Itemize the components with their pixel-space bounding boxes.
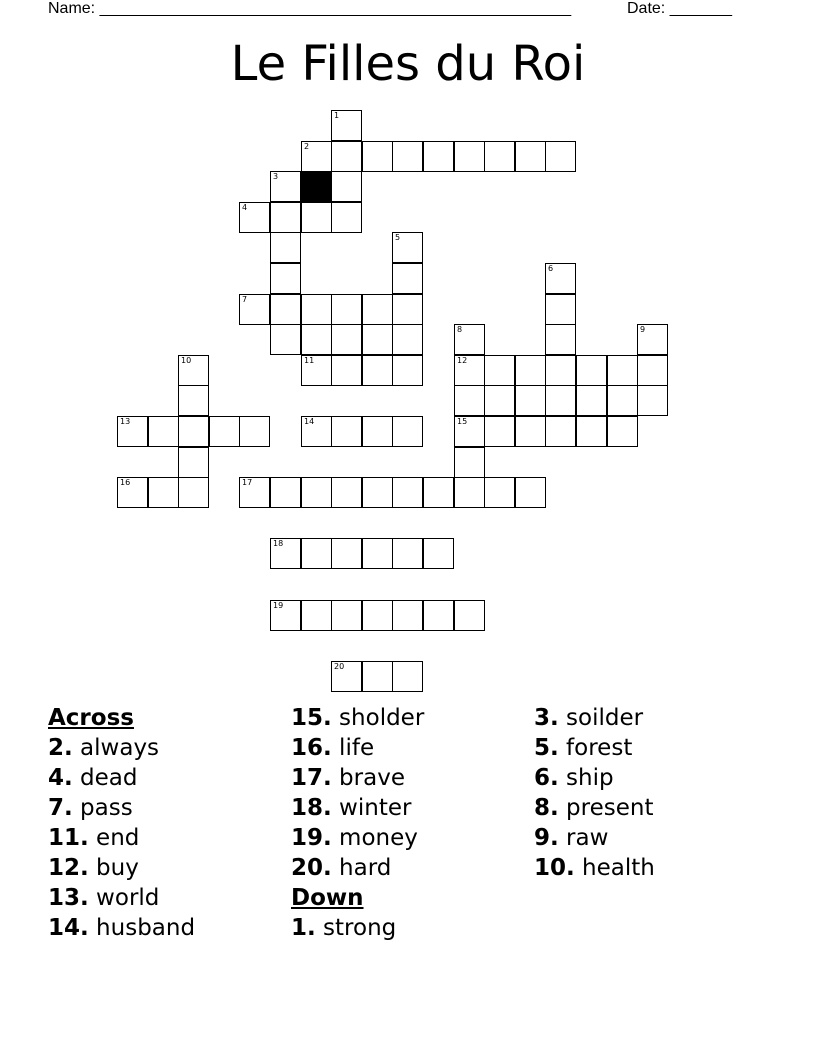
grid-cell[interactable] [454, 447, 485, 478]
clue-number: 16 [120, 478, 131, 487]
clue-number: 18 [273, 539, 284, 548]
grid-cell[interactable] [454, 324, 485, 355]
clue-text: money [331, 825, 418, 851]
clue-number-label: 13. [48, 885, 89, 911]
grid-cell[interactable] [454, 385, 485, 416]
clue-number-label: 6. [534, 765, 559, 791]
grid-cell[interactable] [362, 141, 393, 172]
date-field-label: Date: _______ [627, 0, 732, 17]
grid-cell[interactable] [423, 477, 454, 508]
clue-number-label: 7. [48, 795, 73, 821]
clue-text: dead [72, 765, 138, 791]
grid-cell[interactable] [637, 324, 668, 355]
clue-number-label: 12. [48, 855, 89, 881]
clue-number: 1 [334, 111, 340, 120]
clue-text: ship [558, 765, 614, 791]
clue-number: 20 [334, 662, 345, 671]
grid-cell[interactable] [331, 477, 362, 508]
grid-cell[interactable] [545, 416, 576, 447]
grid-cell[interactable] [423, 141, 454, 172]
grid-cell[interactable] [301, 202, 332, 233]
clue-item [534, 853, 774, 883]
grid-cell[interactable] [545, 355, 576, 386]
clue-item [534, 823, 774, 853]
clue-number-label: 2. [48, 735, 73, 761]
grid-cell[interactable] [392, 416, 423, 447]
grid-cell[interactable] [331, 538, 362, 569]
grid-cell[interactable] [239, 416, 270, 447]
grid-cell[interactable] [515, 416, 546, 447]
clue-number: 19 [273, 601, 284, 610]
clue-item [48, 763, 288, 793]
clue-item [48, 733, 288, 763]
grid-cell[interactable] [576, 416, 607, 447]
clue-number: 4 [242, 203, 248, 212]
clue-number: 2 [304, 142, 310, 151]
clue-text: forest [558, 735, 633, 761]
clue-number-label: 5. [534, 735, 559, 761]
clue-text: world [88, 885, 160, 911]
grid-cell[interactable] [301, 600, 332, 631]
puzzle-title: Le Filles du Roi [230, 36, 586, 92]
grid-cell[interactable] [362, 661, 393, 692]
grid-cell[interactable] [607, 355, 638, 386]
clue-text: end [88, 825, 140, 851]
grid-cell[interactable] [362, 294, 393, 325]
clue-number: 8 [457, 325, 463, 334]
grid-cell[interactable] [331, 600, 362, 631]
clue-number-label: 10. [534, 855, 575, 881]
clue-number: 11 [304, 356, 315, 365]
grid-cell[interactable] [637, 355, 668, 386]
clue-text: health [574, 855, 655, 881]
grid-cell[interactable] [178, 477, 209, 508]
grid-cell[interactable] [392, 141, 423, 172]
grid-cell[interactable] [545, 141, 576, 172]
grid-cell[interactable] [331, 110, 362, 141]
grid-cell[interactable] [484, 355, 515, 386]
grid-cell[interactable] [392, 538, 423, 569]
grid-cell[interactable] [607, 416, 638, 447]
grid-cell[interactable] [362, 324, 393, 355]
grid-cell[interactable] [637, 385, 668, 416]
clue-number-label: 14. [48, 915, 89, 941]
grid-cell[interactable] [270, 294, 301, 325]
clue-text: hard [331, 855, 392, 881]
grid-cell[interactable] [331, 324, 362, 355]
grid-cell[interactable] [392, 355, 423, 386]
grid-cell[interactable] [331, 294, 362, 325]
grid-cell[interactable] [454, 416, 485, 447]
clue-text: raw [558, 825, 609, 851]
grid-cell[interactable] [270, 324, 301, 355]
clue-number-label: 9. [534, 825, 559, 851]
clue-number: 12 [457, 356, 468, 365]
clue-text: always [72, 735, 160, 761]
clue-text: winter [331, 795, 412, 821]
clue-column-1 [48, 703, 288, 943]
clue-text: sholder [331, 705, 425, 731]
clue-number-label: 17. [291, 765, 332, 791]
clue-number: 6 [548, 264, 554, 273]
grid-cell[interactable] [392, 294, 423, 325]
grid-cell[interactable] [239, 477, 270, 508]
grid-cell[interactable] [484, 416, 515, 447]
grid-cell[interactable] [331, 661, 362, 692]
clue-number-label: 18. [291, 795, 332, 821]
clue-number-label: 15. [291, 705, 332, 731]
grid-cell[interactable] [576, 355, 607, 386]
grid-cell[interactable] [362, 355, 393, 386]
clue-number-label: 1. [291, 915, 316, 941]
grid-cell[interactable] [392, 477, 423, 508]
clue-number-label: 19. [291, 825, 332, 851]
clue-item [291, 793, 531, 823]
grid-cell[interactable] [178, 416, 209, 447]
grid-cell[interactable] [607, 385, 638, 416]
clue-number-label: 16. [291, 735, 332, 761]
grid-cell[interactable] [301, 355, 332, 386]
clue-number: 15 [457, 417, 468, 426]
grid-cell[interactable] [301, 141, 332, 172]
grid-cell[interactable] [331, 202, 362, 233]
grid-cell[interactable] [362, 538, 393, 569]
grid-cell[interactable] [178, 355, 209, 386]
grid-cell[interactable] [515, 355, 546, 386]
clue-number: 7 [242, 295, 248, 304]
grid-cell[interactable] [454, 477, 485, 508]
grid-cell[interactable] [545, 294, 576, 325]
grid-cell[interactable] [362, 416, 393, 447]
clue-item [48, 913, 288, 943]
clue-text: soilder [558, 705, 644, 731]
clue-number-label: 11. [48, 825, 89, 851]
grid-cell[interactable] [239, 202, 270, 233]
grid-cell[interactable] [178, 385, 209, 416]
grid-cell[interactable] [331, 141, 362, 172]
clue-number: 14 [304, 417, 315, 426]
grid-cell[interactable] [331, 416, 362, 447]
grid-cell[interactable] [392, 600, 423, 631]
clue-number: 9 [640, 325, 646, 334]
grid-cell[interactable] [392, 661, 423, 692]
grid-cell[interactable] [270, 538, 301, 569]
grid-cell[interactable] [148, 477, 179, 508]
clue-item [291, 703, 531, 733]
grid-cell[interactable] [301, 538, 332, 569]
grid-cell[interactable] [301, 416, 332, 447]
grid-cell[interactable] [239, 294, 270, 325]
grid-cell[interactable] [117, 477, 148, 508]
grid-cell[interactable] [331, 171, 362, 202]
clue-item [291, 763, 531, 793]
clue-text: brave [331, 765, 405, 791]
grid-cell[interactable] [270, 171, 301, 202]
clue-number: 13 [120, 417, 131, 426]
clue-column-3 [534, 703, 774, 883]
grid-cell[interactable] [454, 600, 485, 631]
clue-item [48, 793, 288, 823]
grid-cell[interactable] [178, 447, 209, 478]
grid-cell[interactable] [362, 477, 393, 508]
grid-cell[interactable] [515, 141, 546, 172]
grid-cell[interactable] [270, 477, 301, 508]
clue-item [534, 733, 774, 763]
down-heading: Down [291, 885, 364, 911]
grid-cell[interactable] [545, 324, 576, 355]
grid-cell[interactable] [545, 385, 576, 416]
clue-number-label: 3. [534, 705, 559, 731]
grid-cell[interactable] [270, 263, 301, 294]
clue-number-label: 4. [48, 765, 73, 791]
name-field-label: Name: _____________________________________________________ [48, 0, 572, 17]
clue-text: husband [88, 915, 196, 941]
clue-number: 10 [181, 356, 192, 365]
grid-cell[interactable] [423, 538, 454, 569]
clue-item [534, 763, 774, 793]
grid-cell[interactable] [576, 385, 607, 416]
grid-cell[interactable] [392, 263, 423, 294]
clue-text: buy [88, 855, 139, 881]
grid-cell[interactable] [301, 477, 332, 508]
grid-cell[interactable] [392, 232, 423, 263]
black-cell [301, 171, 332, 202]
grid-cell[interactable] [454, 355, 485, 386]
grid-cell[interactable] [392, 324, 423, 355]
grid-cell[interactable] [301, 294, 332, 325]
clue-item [48, 823, 288, 853]
grid-cell[interactable] [484, 477, 515, 508]
grid-cell[interactable] [484, 141, 515, 172]
grid-cell[interactable] [209, 416, 240, 447]
clue-text: life [331, 735, 375, 761]
clue-number-label: 20. [291, 855, 332, 881]
grid-cell[interactable] [270, 600, 301, 631]
clue-text: strong [315, 915, 397, 941]
grid-cell[interactable] [362, 600, 393, 631]
grid-cell[interactable] [117, 416, 148, 447]
clue-item [291, 913, 531, 943]
grid-cell[interactable] [301, 324, 332, 355]
grid-cell[interactable] [545, 263, 576, 294]
clue-text: pass [72, 795, 133, 821]
grid-cell[interactable] [515, 385, 546, 416]
grid-cell[interactable] [454, 141, 485, 172]
grid-cell[interactable] [270, 202, 301, 233]
clue-item [48, 883, 288, 913]
grid-cell[interactable] [270, 232, 301, 263]
grid-cell[interactable] [484, 385, 515, 416]
clue-item [291, 823, 531, 853]
clue-item [291, 853, 531, 883]
grid-cell[interactable] [148, 416, 179, 447]
across-heading: Across [48, 705, 134, 731]
grid-cell[interactable] [331, 355, 362, 386]
clue-number-label: 8. [534, 795, 559, 821]
clue-number: 3 [273, 172, 279, 181]
clue-item [534, 703, 774, 733]
clue-item [291, 733, 531, 763]
clue-number: 17 [242, 478, 253, 487]
clue-item [48, 853, 288, 883]
clue-number: 5 [395, 233, 401, 242]
clue-text: present [558, 795, 654, 821]
grid-cell[interactable] [515, 477, 546, 508]
clue-column-2 [291, 703, 531, 943]
grid-cell[interactable] [423, 600, 454, 631]
clue-item [534, 793, 774, 823]
